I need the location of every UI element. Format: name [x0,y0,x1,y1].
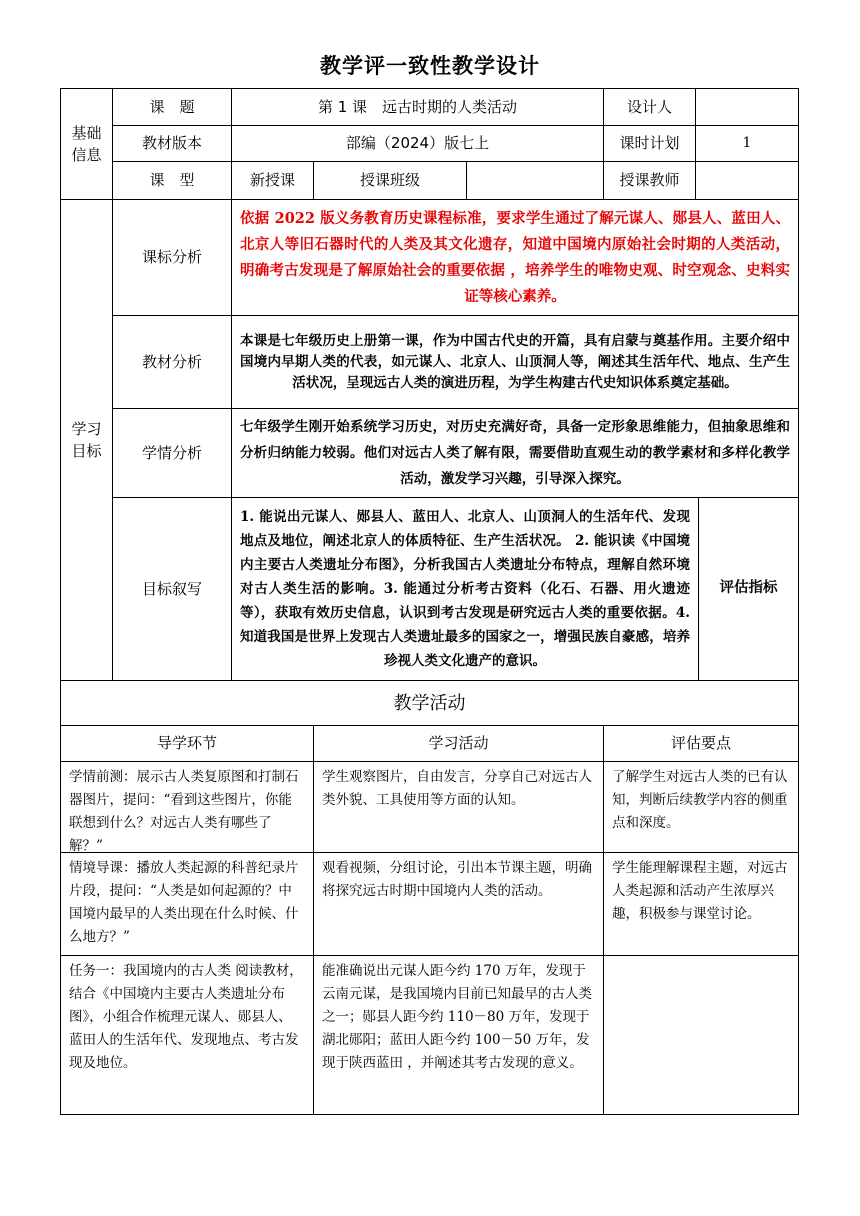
lesson-value: 第 1 课 远古时期的人类活动 [317,97,518,116]
row2-activity: 观看视频，分组讨论，引出本节课主题，明确将探究远古时期中国境内人类的活动。 [322,860,592,899]
lesson-label: 课 题 [149,97,195,116]
row3-assessment [604,956,798,1114]
type-value: 新授课 [249,171,295,190]
textbook-label: 教材分析 [141,352,202,371]
edition-value: 部编（2024）版七上 [345,134,490,153]
hours-value: 1 [742,135,752,151]
hours-label: 课时计划 [619,134,680,153]
activities-title: 教学活动 [393,692,466,714]
row1-activity: 学生观察图片，自由发言，分享自己对远古人类外貌、工具使用等方面的认知。 [322,769,592,808]
objective-label: 目标叙写 [141,579,202,598]
class-label: 授课班级 [359,171,420,190]
page-title: 教学评一致性教学设计 [320,54,540,78]
learner-label: 学情分析 [141,443,202,462]
learning-goals-section-label: 学习目标 [71,419,102,460]
row2-assessment: 学生能理解课程主题，对远古人类起源和活动产生浓厚兴趣，积极参与课堂讨论。 [612,860,788,922]
curriculum-label: 课标分析 [141,248,202,267]
row2-guide: 情境导课：播放人类起源的科普纪录片片段，提问：“人类是如何起源的？中国境内最早的人类出现在什么时候、什么地方？” [69,860,299,945]
header-activity: 学习活动 [428,734,489,753]
row1-guide: 学情前测：展示古人类复原图和打制石器图片，提问：“看到这些图片，你能联想到什么？对远古人类有哪些了解？” [69,769,299,854]
row3-activity: 能准确说出元谋人距今约 170 万年，发现于云南元谋，是我国境内目前已知最早的古人类之一；郧县人距今约 110－80 万年，发现于湖北郧阳；蓝田人距今约 100－50 万年，发现于陕西蓝田 ，并阐述其考古发现的意义。 [322,963,592,1071]
indicator-label: 评估指标 [719,580,778,597]
basic-info-section-label: 基础信息 [71,123,102,164]
header-guide: 导学环节 [156,734,217,753]
row3-guide: 任务一：我国境内的古人类 阅读教材，结合《中国境内主要古人类遗址分布图》，小组合作梳理元谋人、郧县人、蓝田人的生活年代、发现地点、考古发现及地位。 [69,963,303,1071]
designer-label: 设计人 [626,97,672,116]
teacher-label: 授课教师 [619,171,680,190]
edition-label: 教材版本 [141,134,202,153]
designer-value [696,89,798,125]
curriculum-text: 依据 2022 版义务教育历史课程标准，要求学生通过了解元谋人、郧县人、蓝田人、北京人等旧石器时代的人类及其文化遗存，知道中国境内原始社会时期的人类活动，明确考古发现是了解原始社会的重要依据 ，培养学生的唯物史观、时空观念、史料实证等核心素养。 [240,209,790,305]
teacher-value [696,162,798,199]
header-assessment: 评估要点 [670,734,731,753]
objective-text: 1. 能说出元谋人、郧县人、蓝田人、北京人、山顶洞人的生活年代、发现地点及地位，阐述北京人的体质特征、生产生活状况。 2. 能识读《中国境内主要古人类遗址分布图》，分析我国古人类遗址分布特点，理解自然环境对古人类生活的影响。3. 能通过分析考古资料（化石、石器、用火遗迹等），获取有效历史信息，认识到考古发现是研究远古人类的重要依据。4. 知道我国是世界上发现古人类遗址最多的国家之一，增强民族自豪感，培养珍视人类文化遗产的意识。 [240,509,690,669]
row1-assessment: 了解学生对远古人类的已有认知，判断后续教学内容的侧重点和深度。 [612,769,788,831]
learner-text: 七年级学生刚开始系统学习历史，对历史充满好奇，具备一定形象思维能力，但抽象思维和分析归纳能力较弱。他们对远古人类了解有限，需要借助直观生动的教学素材和多样化教学活动，激发学习兴趣，引导深入探究。 [240,419,790,487]
textbook-text: 本课是七年级历史上册第一课，作为中国古代史的开篇，具有启蒙与奠基作用。主要介绍中国境内早期人类的代表，如元谋人、北京人、山顶洞人等，阐述其生活年代、地点、生产生活状况，呈现远古人类的演进历程，为学生构建古代史知识体系奠定基础。 [240,332,790,391]
class-value [467,162,603,199]
type-label: 课 型 [149,171,195,190]
